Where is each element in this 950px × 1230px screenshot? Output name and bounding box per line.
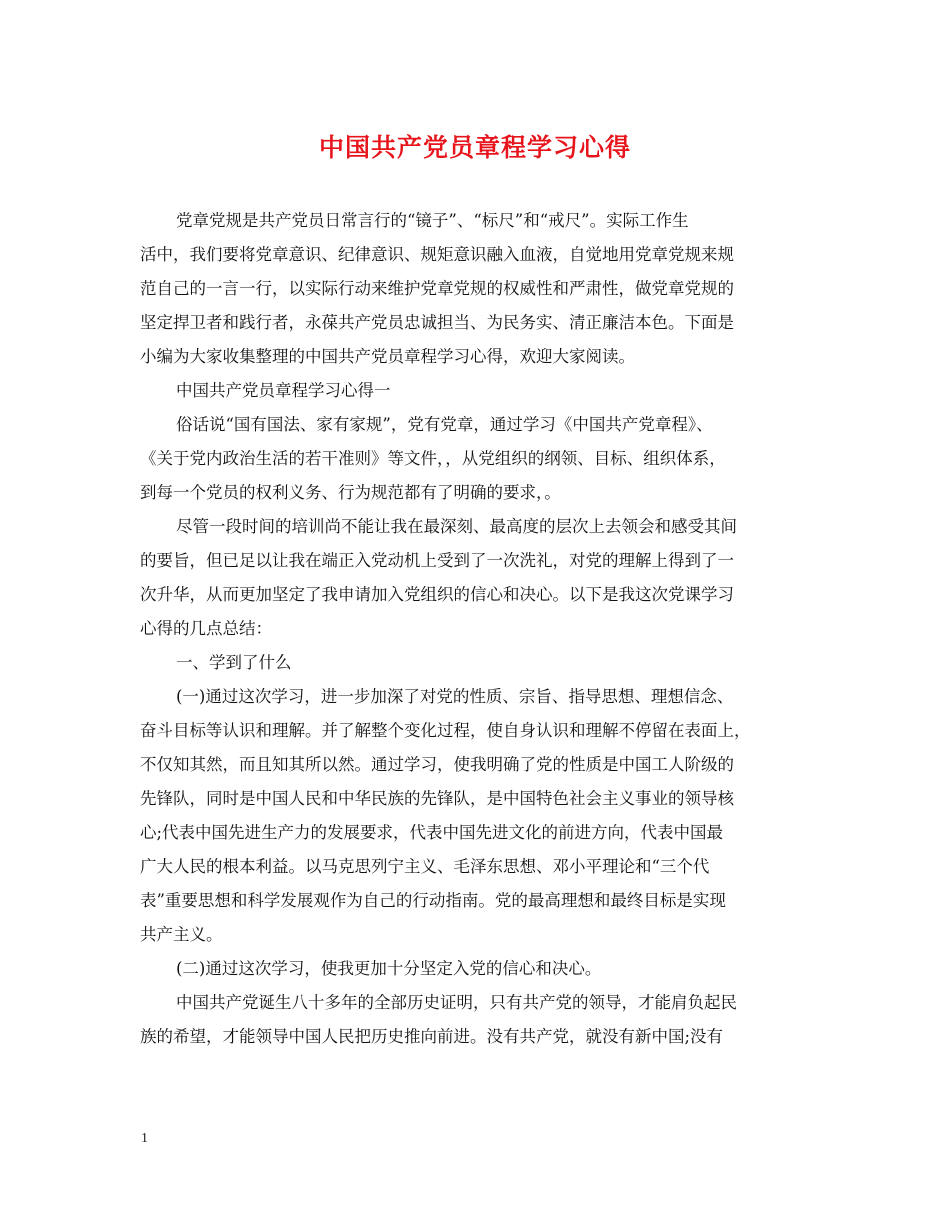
text-line: 中国共产党诞生八十多年的全部历史证明，只有共产党的领导，才能肩负起民 — [176, 993, 737, 1012]
text-line: 心得的几点总结： — [140, 619, 272, 638]
text-line: 党章党规是共产党员日常言行的“镜子”、“标尺”和“戒尺”。实际工作生 — [176, 211, 689, 230]
text-line: 尽管一段时间的培训尚不能让我在最深刻、最高度的层次上去领会和感受其间 — [176, 517, 737, 536]
page-number: 1 — [141, 1131, 148, 1146]
text-line: 范自己的一言一行，以实际行动来维护党章党规的权威性和严肃性，做党章党规的 — [140, 279, 734, 298]
text-line: 先锋队，同时是中国人民和中华民族的先锋队，是中国特色社会主义事业的领导核 — [140, 789, 734, 808]
text-line: 表”重要思想和科学发展观作为自己的行动指南。党的最高理想和最终目标是实现 — [140, 891, 726, 910]
text-line: 次升华，从而更加坚定了我申请加入党组织的信心和决心。以下是我这次党课学习 — [140, 585, 734, 604]
text-line: 奋斗目标等认识和理解。并了解整个变化过程，使自身认识和理解不停留在表面上， — [140, 721, 751, 740]
text-line: 小编为大家收集整理的中国共产党员章程学习心得，欢迎大家阅读。 — [140, 347, 635, 366]
text-line: 不仅知其然，而且知其所以然。通过学习，使我明确了党的性质是中国工人阶级的 — [140, 755, 734, 774]
text-line: 坚定捍卫者和践行者，永葆共产党员忠诚担当、为民务实、清正廉洁本色。下面是 — [140, 313, 734, 332]
section-heading: 一、学到了什么 — [176, 653, 292, 672]
text-line: 活中，我们要将党章意识、纪律意识、规矩意识融入血液，自觉地用党章党规来规 — [140, 245, 734, 264]
text-line: 的要旨，但已足以让我在端正入党动机上受到了一次洗礼，对党的理解上得到了一 — [140, 551, 734, 570]
document-title: 中国共产党员章程学习心得 — [318, 133, 631, 162]
text-line: 共产主义。 — [140, 925, 223, 944]
text-line: 心;代表中国先进生产力的发展要求，代表中国先进文化的前进方向，代表中国最 — [140, 823, 724, 842]
text-line: (二)通过这次学习，使我更加十分坚定入党的信心和决心。 — [176, 959, 602, 978]
text-line: (一)通过这次学习，进一步加深了对党的性质、宗旨、指导思想、理想信念、 — [176, 687, 734, 706]
section-heading: 中国共产党员章程学习心得一 — [176, 381, 391, 400]
text-line: 《关于党内政治生活的若干准则》等文件，，从党组织的纲领、目标、组织体系， — [140, 449, 726, 468]
document-body — [140, 204, 812, 1054]
text-line: 族的希望，才能领导中国人民把历史推向前进。没有共产党，就没有新中国;没有 — [140, 1027, 724, 1046]
text-line: 广大人民的根本利益。以马克思列宁主义、毛泽东思想、邓小平理论和“三个代 — [140, 857, 710, 876]
text-line: 俗话说“国有国法、家有家规”，党有党章，通过学习《中国共产党章程》、 — [176, 415, 713, 434]
text-line: 到每一个党员的权利义务、行为规范都有了明确的要求，。 — [140, 483, 561, 502]
